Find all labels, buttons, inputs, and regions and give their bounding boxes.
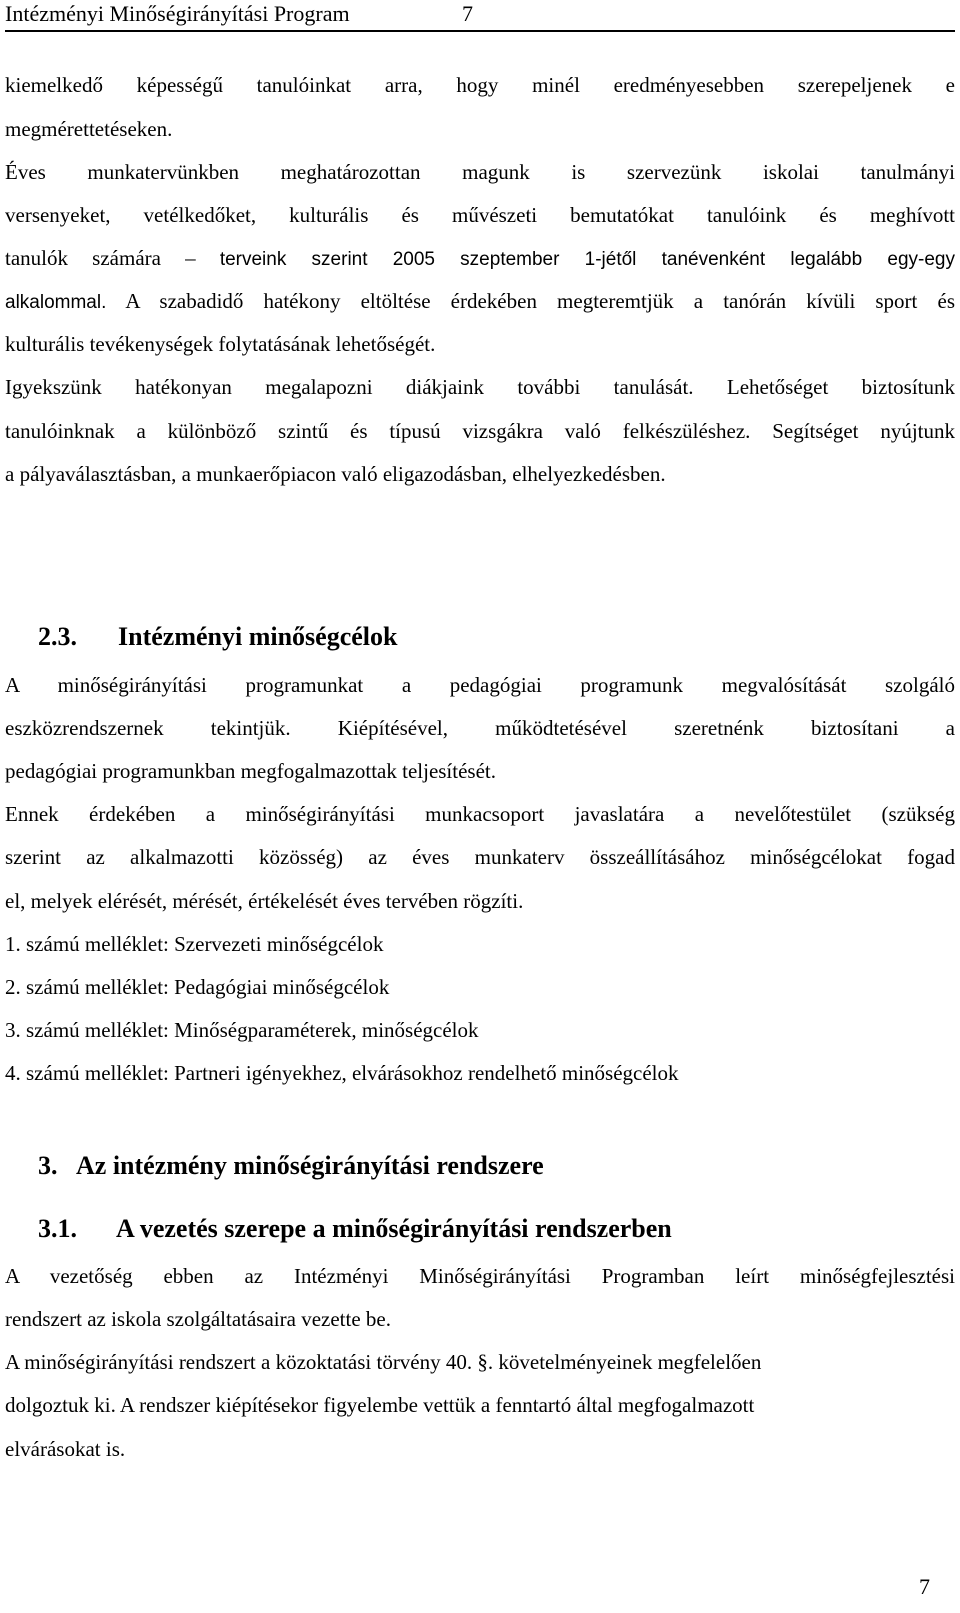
section-3-heading [38,1149,544,1183]
section-3-1-heading [38,1212,672,1246]
attachment-item: 1. számú melléklet: Szervezeti minőségcélok [5,932,384,956]
para6-line-1: A vezetőség ebben az Intézményi Minőségirányítási Programban leírt minőségfejlesztési [5,1264,955,1288]
para5-line-1: Ennek érdekében a minőségirányítási munkacsoport javaslatára a nevelőtestület (szükség [5,802,955,826]
section-2-3-heading [38,620,397,654]
header-page-number: 7 [462,1,473,26]
para3-line-3: a pályaválasztásban, a munkaerőpiacon való eligazodásban, elhelyezkedésben. [5,462,666,486]
para6-line-2: rendszert az iskola szolgáltatásaira vezette be. [5,1307,391,1331]
para2-line-3 [5,243,955,275]
para2-line-3-serif: tanulók számára – [5,246,220,270]
para2-line-1: Éves munkatervünkben meghatározottan magunk is szervezünk iskolai tanulmányi [5,160,955,184]
para4-line-2: eszközrendszernek tekintjük. Kiépítésével, működtetésével szeretnénk biztosítani a [5,716,955,740]
para5-line-3: el, melyek elérését, mérését, értékelését éves tervében rögzíti. [5,889,524,913]
para2-line-3-sans: terveink szerint 2005 szeptember 1-jétől tanévenként legalább egy-egy [219,249,955,270]
footer-page-number: 7 [919,1574,930,1599]
section-3-1-number: 3.1. [38,1214,77,1243]
para2-line-2: versenyeket, vetélkedőket, kulturális és művészeti bemutatókat tanulóink és meghívott [5,203,955,227]
para2-line-4-serif: A szabadidő hatékony eltöltése érdekében megteremtjük a tanórán kívüli sport és [106,289,955,313]
para4-line-3: pedagógiai programunkban megfogalmazottak teljesítését. [5,759,496,783]
section-3-number: 3. [38,1151,58,1180]
para2-line-5: kulturális tevékenységek folytatásának lehetőségét. [5,332,436,356]
section-2-3-number: 2.3. [38,622,77,651]
attachment-item: 4. számú melléklet: Partneri igényekhez, elvárásokhoz rendelhető minőségcélok [5,1061,679,1085]
para2-line-4-sans: alkalommal. [5,292,107,313]
para1-line-2: megmérettetéseken. [5,117,173,141]
attachment-item: 3. számú melléklet: Minőségparaméterek, minőségcélok [5,1018,479,1042]
para3-line-2: tanulóinknak a különböző szintű és típusú vizsgákra való felkészüléshez. Segítséget nyújtunk [5,419,955,443]
section-3-title: Az intézmény minőségirányítási rendszere [76,1151,544,1180]
header-title: Intézményi Minőségirányítási Program [5,1,350,26]
section-3-1-title: A vezetés szerepe a minőségirányítási rendszerben [116,1214,672,1243]
page-header [5,0,955,32]
para3-line-1: Igyekszünk hatékonyan megalapozni diákjaink további tanulását. Lehetőséget biztosítunk [5,375,955,399]
para4-line-1: A minőségirányítási programunkat a pedagógiai programunk megvalósítását szolgáló [5,673,955,697]
para1-line-1: kiemelkedő képességű tanulóinkat arra, hogy minél eredményesebben szerepeljenek e [5,73,955,97]
para2-line-4 [5,286,955,318]
attachment-item: 2. számú melléklet: Pedagógiai minőségcélok [5,975,390,999]
para7-line-1: A minőségirányítási rendszert a közoktatási törvény 40. §. követelményeinek megfelelően [5,1350,762,1374]
para5-line-2: szerint az alkalmazotti közösség) az éves munkaterv összeállításához minőségcélokat fogad [5,845,955,869]
para7-line-3: elvárásokat is. [5,1437,126,1461]
section-2-3-title: Intézményi minőségcélok [118,622,398,651]
para7-line-2: dolgoztuk ki. A rendszer kiépítésekor figyelembe vettük a fenntartó által megfogalmazott [5,1393,755,1417]
